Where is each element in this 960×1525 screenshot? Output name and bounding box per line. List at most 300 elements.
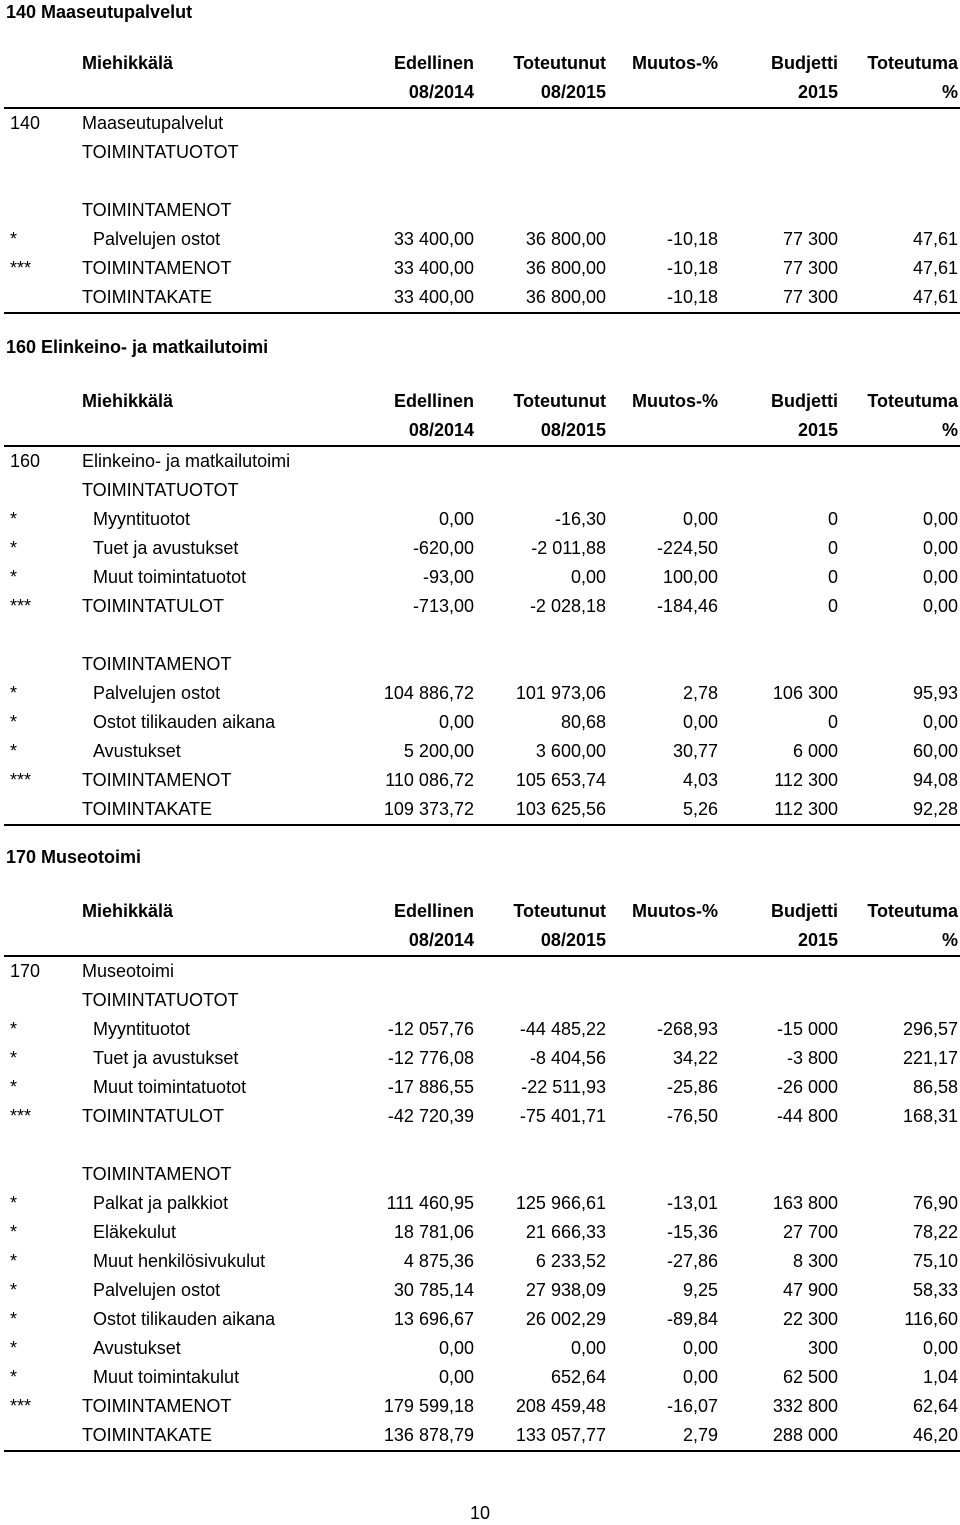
table-row [4,108,960,138]
table-cell: -13,01 [666,1193,718,1213]
table-row [4,1363,960,1392]
column-period [606,416,718,446]
table-cell [718,621,838,650]
table-cell: Palkat ja palkkiot [93,1193,229,1213]
table-cell: Myyntituotot [93,509,191,529]
table-cell [838,650,960,679]
table-cell: *** [10,596,32,616]
table-cell: 95,93 [912,683,958,703]
table-cell: 0 [827,509,838,529]
table-cell: * [10,712,18,732]
table-cell: -12 776,08 [387,1048,474,1068]
column-period [82,926,312,956]
table-cell [4,650,82,679]
table-cell [312,650,474,679]
table-cell: 100,00 [662,567,718,587]
table-cell: 112 300 [718,795,838,825]
table-row [4,476,960,505]
table-cell [606,196,718,225]
table-cell: -27,86 [666,1251,718,1271]
table-cell: TOIMINTAKATE [82,1421,312,1451]
table-cell: 133 057,77 [474,1421,606,1451]
table-cell [606,986,718,1015]
table-row [4,1276,960,1305]
table-cell [606,167,718,196]
table-cell [4,138,82,167]
table-cell [312,476,474,505]
table-cell [4,283,82,313]
table-cell: 27 700 [782,1222,838,1242]
section-title-140: 140 Maaseutupalvelut [6,2,193,22]
table-cell: -713,00 [412,596,474,616]
table-cell [606,956,718,986]
table-cell: 332 800 [772,1396,838,1416]
table-cell [474,108,606,138]
table-cell [4,621,82,650]
table-cell: 0,00 [438,1338,474,1358]
table-cell: 0,00 [438,1367,474,1387]
table-cell: Muut henkilösivukulut [93,1251,266,1271]
column-header: Toteutuma [867,391,958,411]
table-cell: -620,00 [412,538,474,558]
table-cell: 116,60 [904,1309,958,1329]
table-cell: -16,07 [666,1396,718,1416]
table-cell [718,1131,838,1160]
column-header: Toteutunut [513,53,606,73]
table-cell [606,108,718,138]
table-cell [474,621,606,650]
column-header: Muutos-% [632,53,718,73]
header-cell [4,926,82,956]
table-row [4,766,960,795]
table-cell: 125 966,61 [515,1193,606,1213]
table-cell: 6 233,52 [535,1251,606,1271]
table-cell [312,956,474,986]
table-row [4,737,960,766]
table-cell: 140 [10,113,41,133]
table-row [4,505,960,534]
table-cell: 0,00 [922,1338,958,1358]
table-row [4,592,960,621]
table-cell: * [10,741,18,761]
table-cell: 62 500 [782,1367,838,1387]
table-cell: 0,00 [922,509,958,529]
table-cell: 109 373,72 [312,795,474,825]
table-cell [474,196,606,225]
table-cell: -224,50 [656,538,718,558]
table-cell [82,1131,312,1160]
table-cell: 0 [827,538,838,558]
table-cell: -2 011,88 [531,538,606,558]
header-period-row [4,416,960,446]
table-row [4,986,960,1015]
table-cell: 0,00 [438,712,474,732]
table-cell [718,138,838,167]
table-cell: TOIMINTAMENOT [82,200,232,220]
column-header: Edellinen [393,901,474,921]
table-cell: 105 653,74 [515,770,606,790]
table-cell: Palvelujen ostot [93,1280,221,1300]
table-cell [606,621,718,650]
table-cell: 0,00 [922,567,958,587]
table-cell: 77 300 [782,258,838,278]
column-header: Budjetti [771,901,838,921]
table-row [4,1044,960,1073]
table-row [4,283,960,313]
column-period [82,78,312,108]
column-period: 2015 [718,78,838,108]
table-cell: * [10,1222,18,1242]
table-cell: 106 300 [772,683,838,703]
table-cell [312,621,474,650]
table-cell: -76,50 [666,1106,718,1126]
table-cell: 4 875,36 [403,1251,474,1271]
table-row [4,446,960,476]
table-row [4,650,960,679]
column-period: 2015 [718,926,838,956]
table-row [4,708,960,737]
table-cell: 163 800 [772,1193,838,1213]
table-cell: 36 800,00 [525,229,606,249]
column-period: 08/2014 [312,416,474,446]
finance-table-170 [4,897,960,1452]
table-cell: Museotoimi [82,961,175,981]
table-cell: * [10,1019,18,1039]
table-cell: TOIMINTAMENOT [82,654,232,674]
table-cell [474,138,606,167]
column-header: Edellinen [393,53,474,73]
table-cell: * [10,538,18,558]
table-cell: 47 900 [782,1280,838,1300]
table-cell: 4,03 [682,770,718,790]
column-period: 08/2015 [474,926,606,956]
table-cell: TOIMINTAMENOT [82,1396,232,1416]
header-cell [4,49,82,78]
table-cell [474,446,606,476]
header-cell [4,897,82,926]
column-header: Toteutuma [867,901,958,921]
table-cell: * [10,1280,18,1300]
table-cell: 80,68 [560,712,606,732]
table-cell: 1,04 [922,1367,958,1387]
table-cell: 112 300 [774,770,838,790]
table-cell: * [10,1367,18,1387]
table-cell: -10,18 [606,283,718,313]
table-cell: TOIMINTATULOT [82,596,224,616]
table-cell: 221,17 [902,1048,958,1068]
column-header: Budjetti [771,391,838,411]
table-row [4,196,960,225]
header-row [4,387,960,416]
table-cell: 78,22 [912,1222,958,1242]
column-header: Miehikkälä [82,901,174,921]
table-cell: 76,90 [912,1193,958,1213]
table-cell: TOIMINTATULOT [82,1106,224,1126]
table-cell [838,1160,960,1189]
header-cell [4,78,82,108]
table-cell: 36 800,00 [525,258,606,278]
table-cell: 33 400,00 [393,258,474,278]
table-cell [474,1160,606,1189]
table-cell [474,1131,606,1160]
column-period [606,926,718,956]
table-cell: TOIMINTAKATE [82,283,312,313]
table-cell: -8 404,56 [529,1048,606,1068]
table-cell: Palvelujen ostot [93,683,221,703]
table-cell [312,196,474,225]
table-cell: 30 785,14 [393,1280,474,1300]
table-cell [718,476,838,505]
table-cell: 0,00 [682,509,718,529]
table-cell: 0,00 [570,1338,606,1358]
table-row [4,1189,960,1218]
table-cell: 46,20 [838,1421,960,1451]
table-row [4,679,960,708]
table-cell: Muut toimintatuotot [93,567,247,587]
table-cell [4,795,82,825]
table-cell [312,1131,474,1160]
table-cell: 36 800,00 [474,283,606,313]
finance-table-140 [4,49,960,314]
table-cell: 75,10 [912,1251,958,1271]
table-cell: 22 300 [782,1309,838,1329]
table-cell [312,986,474,1015]
table-cell: 300 [807,1338,838,1358]
table-cell: 58,33 [912,1280,958,1300]
table-row [4,1421,960,1451]
table-cell [474,476,606,505]
column-period: 2015 [718,416,838,446]
table-cell: 0,00 [922,596,958,616]
table-cell: 77 300 [718,283,838,313]
table-cell [606,1131,718,1160]
table-row [4,225,960,254]
table-cell: * [10,1048,18,1068]
table-cell [82,621,312,650]
table-cell: 60,00 [912,741,958,761]
table-cell: 5,26 [606,795,718,825]
table-cell [838,167,960,196]
table-cell [4,167,82,196]
header-cell [4,416,82,446]
table-cell: -75 401,71 [519,1106,606,1126]
table-cell: TOIMINTAMENOT [82,258,232,278]
table-row [4,1247,960,1276]
header-row [4,49,960,78]
table-cell: 0 [827,596,838,616]
table-cell [312,1160,474,1189]
table-cell: 5 200,00 [403,741,474,761]
table-cell: 0 [827,567,838,587]
table-cell: 160 [10,451,41,471]
table-cell: Tuet ja avustukset [93,1048,239,1068]
table-cell: 33 400,00 [393,229,474,249]
table-cell: 0,00 [570,567,606,587]
table-row [4,795,960,825]
table-cell: 0,00 [682,1367,718,1387]
table-cell [718,956,838,986]
table-row [4,1131,960,1160]
table-cell [312,108,474,138]
table-cell [838,621,960,650]
table-cell: 170 [10,961,41,981]
column-header: Miehikkälä [82,391,174,411]
column-header: Toteutunut [513,901,606,921]
table-cell: -22 511,93 [521,1077,606,1097]
table-cell: TOIMINTATUOTOT [82,990,239,1010]
table-cell [4,476,82,505]
table-cell: Palvelujen ostot [93,229,221,249]
table-cell: -10,18 [666,258,718,278]
table-row [4,1392,960,1421]
table-cell [606,476,718,505]
table-cell: * [10,567,18,587]
table-cell: 168,31 [902,1106,958,1126]
table-cell: 208 459,48 [515,1396,606,1416]
table-cell: -10,18 [666,229,718,249]
table-cell: 33 400,00 [312,283,474,313]
column-period: % [838,926,960,956]
table-cell: Muut toimintatuotot [93,1077,247,1097]
table-cell: *** [10,258,32,278]
table-cell: 18 781,06 [393,1222,474,1242]
table-row [4,254,960,283]
table-cell: 13 696,67 [393,1309,474,1329]
table-row [4,621,960,650]
table-cell: -184,46 [656,596,718,616]
table-cell: 8 300 [792,1251,838,1271]
table-cell [718,446,838,476]
table-row [4,1160,960,1189]
table-cell [4,1131,82,1160]
table-cell [474,986,606,1015]
table-cell: 30,77 [672,741,718,761]
table-cell: 0,00 [682,712,718,732]
table-cell: Eläkekulut [93,1222,177,1242]
table-cell: -17 886,55 [387,1077,474,1097]
table-cell [606,1160,718,1189]
table-cell: 94,08 [912,770,958,790]
table-cell: TOIMINTATUOTOT [82,480,239,500]
table-cell: 27 938,09 [525,1280,606,1300]
page-number: 10 [469,1503,491,1523]
table-cell [474,956,606,986]
table-row [4,1334,960,1363]
column-period: 08/2015 [474,416,606,446]
table-cell: 296,57 [902,1019,958,1039]
column-period: 08/2014 [312,78,474,108]
table-cell [4,986,82,1015]
finance-table-160 [4,387,960,826]
table-cell [718,986,838,1015]
table-row [4,1073,960,1102]
table-cell [718,196,838,225]
table-cell [474,167,606,196]
table-row [4,138,960,167]
column-header: Edellinen [393,391,474,411]
table-cell [4,196,82,225]
table-cell: 2,78 [682,683,718,703]
table-cell [838,986,960,1015]
table-cell: 179 599,18 [383,1396,474,1416]
table-cell: 0,00 [438,509,474,529]
table-cell [4,1421,82,1451]
table-cell [312,167,474,196]
table-cell [838,196,960,225]
table-cell [838,1131,960,1160]
table-cell: -89,84 [666,1309,718,1329]
table-cell: 86,58 [912,1077,958,1097]
table-cell: 6 000 [792,741,838,761]
table-cell: Ostot tilikauden aikana [93,1309,276,1329]
header-cell [4,387,82,416]
table-cell: -2 028,18 [529,596,606,616]
table-cell: TOIMINTAMENOT [82,770,232,790]
table-cell: Avustukset [93,741,181,761]
table-cell: 0,00 [922,538,958,558]
column-period: % [838,416,960,446]
table-cell: 652,64 [550,1367,606,1387]
table-cell [838,956,960,986]
table-cell: Ostot tilikauden aikana [93,712,276,732]
column-header: Miehikkälä [82,53,174,73]
table-cell: 47,61 [838,283,960,313]
table-cell: -3 800 [786,1048,838,1068]
table-cell: 21 666,33 [525,1222,606,1242]
table-cell [838,446,960,476]
table-cell: 3 600,00 [535,741,606,761]
column-period [82,416,312,446]
table-cell: 0 [827,712,838,732]
table-row [4,1218,960,1247]
column-period: % [838,78,960,108]
table-cell [606,138,718,167]
table-cell: TOIMINTAMENOT [82,1164,232,1184]
table-cell: 103 625,56 [474,795,606,825]
table-cell [718,650,838,679]
table-cell: * [10,1077,18,1097]
section-title-170: 170 Museotoimi [6,847,142,867]
table-cell: Myyntituotot [93,1019,191,1039]
table-cell: 104 886,72 [383,683,474,703]
table-row [4,1102,960,1131]
table-cell [838,138,960,167]
table-cell: TOIMINTAKATE [82,795,312,825]
table-cell: * [10,1309,18,1329]
table-cell [474,650,606,679]
table-cell [606,650,718,679]
table-cell [718,167,838,196]
table-row [4,563,960,592]
table-cell: * [10,1251,18,1271]
table-cell: *** [10,1396,32,1416]
table-cell: 101 973,06 [515,683,606,703]
table-cell: -268,93 [656,1019,718,1039]
table-row [4,167,960,196]
table-cell: -42 720,39 [387,1106,474,1126]
column-period: 08/2014 [312,926,474,956]
table-cell: 0,00 [682,1338,718,1358]
table-cell [838,476,960,505]
header-period-row [4,78,960,108]
table-cell: *** [10,1106,32,1126]
table-cell: Tuet ja avustukset [93,538,239,558]
table-cell: * [10,229,18,249]
table-cell: 62,64 [912,1396,958,1416]
table-cell: * [10,1193,18,1213]
column-header: Toteutunut [513,391,606,411]
table-cell: -25,86 [666,1077,718,1097]
